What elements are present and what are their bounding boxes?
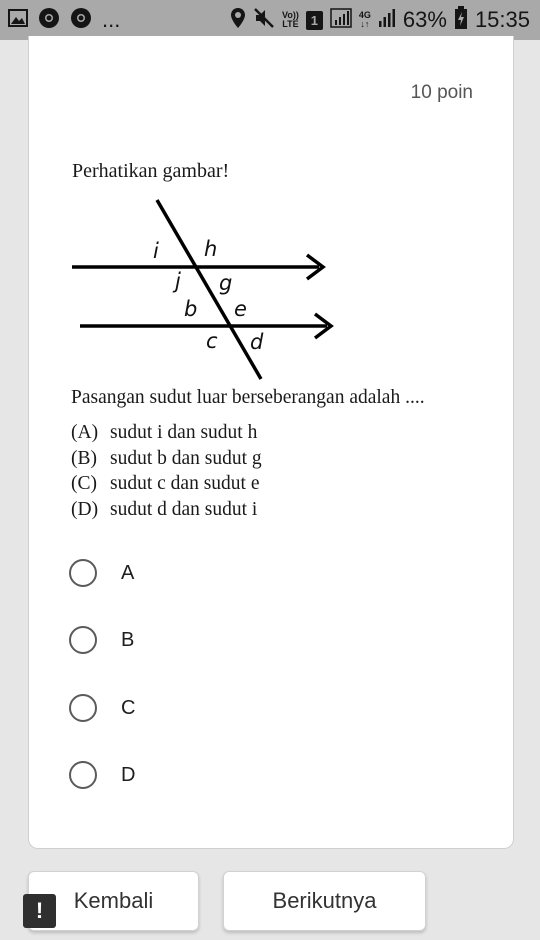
- mute-icon: [253, 7, 275, 34]
- option-letter: (B): [71, 447, 97, 469]
- gallery-icon: [8, 9, 28, 32]
- option-letter: (C): [71, 473, 97, 494]
- angle-figure: [69, 196, 369, 386]
- question-points: 10 poin: [410, 82, 473, 103]
- network-type-top: 4G: [358, 10, 371, 20]
- choice-label: C: [121, 696, 136, 719]
- option-text: sudut d dan sudut i: [110, 498, 258, 520]
- radio-button[interactable]: [69, 626, 97, 654]
- choice-label: D: [121, 763, 136, 786]
- status-bar: [0, 0, 540, 40]
- choice-label: B: [121, 628, 135, 651]
- option-letter: (A): [71, 422, 99, 443]
- angle-label: j: [175, 269, 181, 293]
- choice-label: A: [121, 561, 135, 584]
- radio-button[interactable]: [69, 559, 97, 587]
- choice-c[interactable]: [69, 688, 135, 728]
- battery-percentage: 63%: [402, 7, 447, 32]
- network-type: [359, 11, 371, 29]
- radio-button[interactable]: [69, 694, 97, 722]
- question-card: [28, 36, 514, 849]
- question-options-list: [71, 420, 262, 522]
- question-option: [71, 471, 262, 497]
- question-text: Pasangan sudut luar berseberangan adalah ....: [71, 387, 425, 408]
- report-icon[interactable]: !: [23, 894, 56, 928]
- angle-label: h: [204, 237, 218, 261]
- angle-label: b: [184, 297, 198, 321]
- battery-charging-icon: [454, 6, 468, 35]
- radio-button[interactable]: [69, 761, 97, 789]
- sim-slot-badge: 1: [306, 11, 323, 30]
- question-option: [71, 497, 262, 523]
- location-icon: [230, 7, 246, 34]
- back-button[interactable]: Kembali: [28, 871, 199, 931]
- option-text: sudut b dan sudut g: [110, 447, 262, 469]
- choice-b[interactable]: [69, 620, 134, 660]
- notification-overflow: ...: [102, 7, 121, 32]
- angle-label: d: [250, 330, 264, 354]
- choice-d[interactable]: [69, 755, 135, 795]
- volte-bottom: LTE: [282, 19, 299, 29]
- angle-label: g: [219, 271, 233, 295]
- chrome-icon: [38, 7, 60, 34]
- option-text: sudut c dan sudut e: [110, 473, 260, 494]
- network-type-bottom: ↓↑: [360, 19, 370, 29]
- status-bar-system: [230, 0, 530, 40]
- choice-a[interactable]: [69, 553, 134, 593]
- angle-label: e: [234, 297, 247, 321]
- volte-indicator: [282, 11, 299, 29]
- question-option: [71, 420, 262, 446]
- next-button[interactable]: Berikutnya: [223, 871, 426, 931]
- option-text: sudut i dan sudut h: [110, 422, 258, 443]
- option-letter: (D): [71, 498, 99, 520]
- status-bar-notifications: [8, 0, 120, 40]
- signal-icon: [378, 8, 396, 33]
- question-intro: Perhatikan gambar!: [72, 160, 230, 182]
- angle-label: c: [206, 329, 218, 353]
- chrome-icon: [70, 7, 92, 34]
- angle-label: i: [153, 239, 159, 263]
- clock: 15:35: [474, 7, 530, 32]
- signal-icon: [330, 8, 352, 33]
- volte-top: Vo)): [282, 10, 299, 20]
- question-option: [71, 446, 262, 472]
